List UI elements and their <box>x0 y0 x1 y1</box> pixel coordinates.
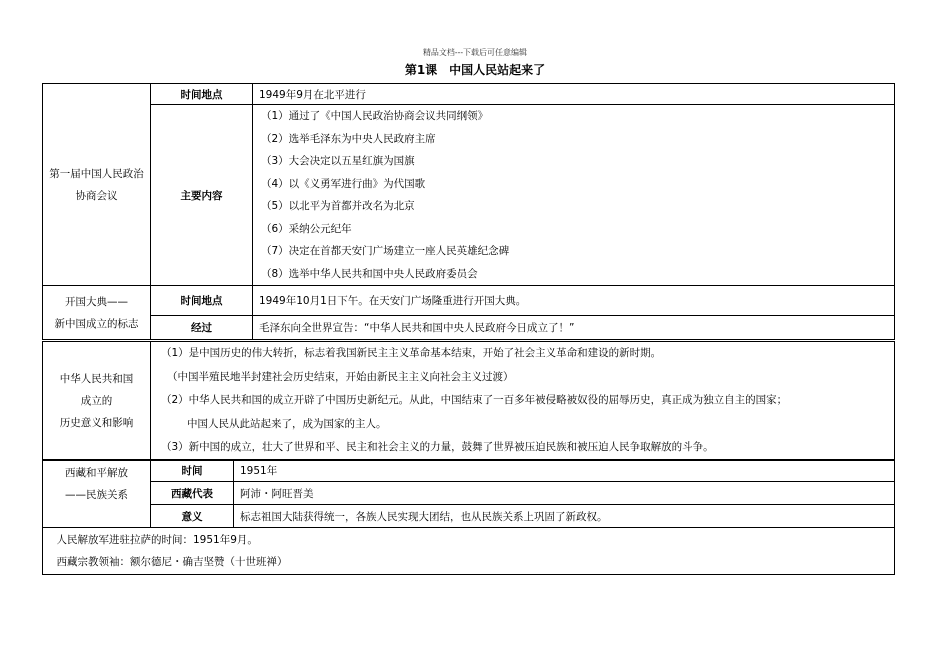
section4-time-label: 时间 <box>151 460 234 482</box>
section4-meaning-label: 意义 <box>151 505 234 528</box>
table-significance <box>42 341 895 461</box>
section4-note-line2: 西藏宗教领袖：额尔德尼・确吉坚赞（十世班禅） <box>56 556 288 568</box>
list-item: （3）大会决定以五星红旗为国旗 <box>261 155 415 167</box>
section3-content <box>151 342 895 461</box>
section3-name <box>43 342 151 461</box>
table-row <box>43 342 895 461</box>
section1-name: 第一届中国人民政治协商会议 <box>43 84 151 286</box>
section3-name-line3: 历史意义和影响 <box>59 416 134 429</box>
header-note: 精品文档---下载后可任意编辑 <box>422 48 528 57</box>
section4-note-line1: 人民解放军进驻拉萨的时间：1951年9月。 <box>56 534 258 546</box>
section4-meaning-value: 标志祖国大陆获得统一，各族人民实现大团结，也从民族关系上巩固了新政权。 <box>234 505 895 528</box>
paragraph-line: （2）中华人民共和国的成立开辟了中国历史新纪元。从此，中国结束了一百多年被侵略被奴役的屈辱历史，真正成为独立自主的国家； <box>161 394 788 407</box>
section3-name-line1: 中华人民共和国 <box>59 372 134 385</box>
section2-time-value: 1949年10月1日下午。在天安门广场隆重进行开国大典。 <box>253 286 895 316</box>
paragraph-line: （1）是中国历史的伟大转折，标志着我国新民主主义革命基本结束，开始了社会主义革命和建设的新时期。 <box>161 347 662 359</box>
section1-time-value: 1949年9月在北平进行 <box>253 84 895 105</box>
section1-content-label: 主要内容 <box>151 105 253 286</box>
table-main-events <box>42 83 895 340</box>
section2-name-line2: 新中国成立的标志 <box>54 317 139 330</box>
list-item: （4）以《义勇军进行曲》为代国歌 <box>261 177 426 190</box>
table-row <box>43 528 895 575</box>
table-row <box>43 286 895 316</box>
paragraph-line: （中国半殖民地半封建社会历史结束，开始由新民主主义向社会主义过渡） <box>167 370 514 383</box>
list-item: （1）通过了《中国人民政治协商会议共同纲领》 <box>261 110 489 122</box>
section3-name-line2: 成立的 <box>80 394 113 407</box>
section4-rep-label: 西藏代表 <box>151 482 234 505</box>
list-item: （2）选举毛泽东为中央人民政府主席 <box>261 132 436 145</box>
section2-passage-label: 经过 <box>151 316 253 340</box>
section1-time-label: 时间地点 <box>151 84 253 105</box>
section4-name <box>43 460 151 528</box>
list-item: （6）采纳公元纪年 <box>261 222 352 235</box>
section2-passage-value: 毛泽东向全世界宣告：“中华人民共和国中央人民政府今日成立了！” <box>253 316 895 340</box>
list-item: （5）以北平为首都并改名为北京 <box>261 200 415 212</box>
section4-rep-value: 阿沛・阿旺晋美 <box>234 482 895 505</box>
paragraph-line: 中国人民从此站起来了，成为国家的主人。 <box>187 417 387 430</box>
page-title: 第1课 中国人民站起来了 <box>404 63 546 77</box>
section4-name-line1: 西藏和平解放 <box>65 467 128 479</box>
section2-name-line1: 开国大典—— <box>65 295 128 308</box>
section1-content-list <box>253 105 895 286</box>
list-item: （8）选举中华人民共和国中央人民政府委员会 <box>261 267 478 280</box>
table-row <box>43 505 895 528</box>
table-row <box>43 84 895 105</box>
table-row <box>43 482 895 505</box>
table-row <box>43 316 895 340</box>
table-row <box>43 105 895 286</box>
list-item: （7）决定在首都天安门广场建立一座人民英雄纪念碑 <box>261 245 510 257</box>
table-tibet <box>42 459 895 575</box>
section4-time-value: 1951年 <box>234 460 895 482</box>
section2-name <box>43 286 151 340</box>
table-row <box>43 460 895 482</box>
section4-name-line2: ——民族关系 <box>65 489 128 501</box>
section4-notes <box>56 528 895 575</box>
paragraph-line: （3）新中国的成立，壮大了世界和平、民主和社会主义的力量，鼓舞了世界被压迫民族和被压迫人民争取解放的斗争。 <box>161 441 714 454</box>
section2-time-label: 时间地点 <box>151 286 253 316</box>
